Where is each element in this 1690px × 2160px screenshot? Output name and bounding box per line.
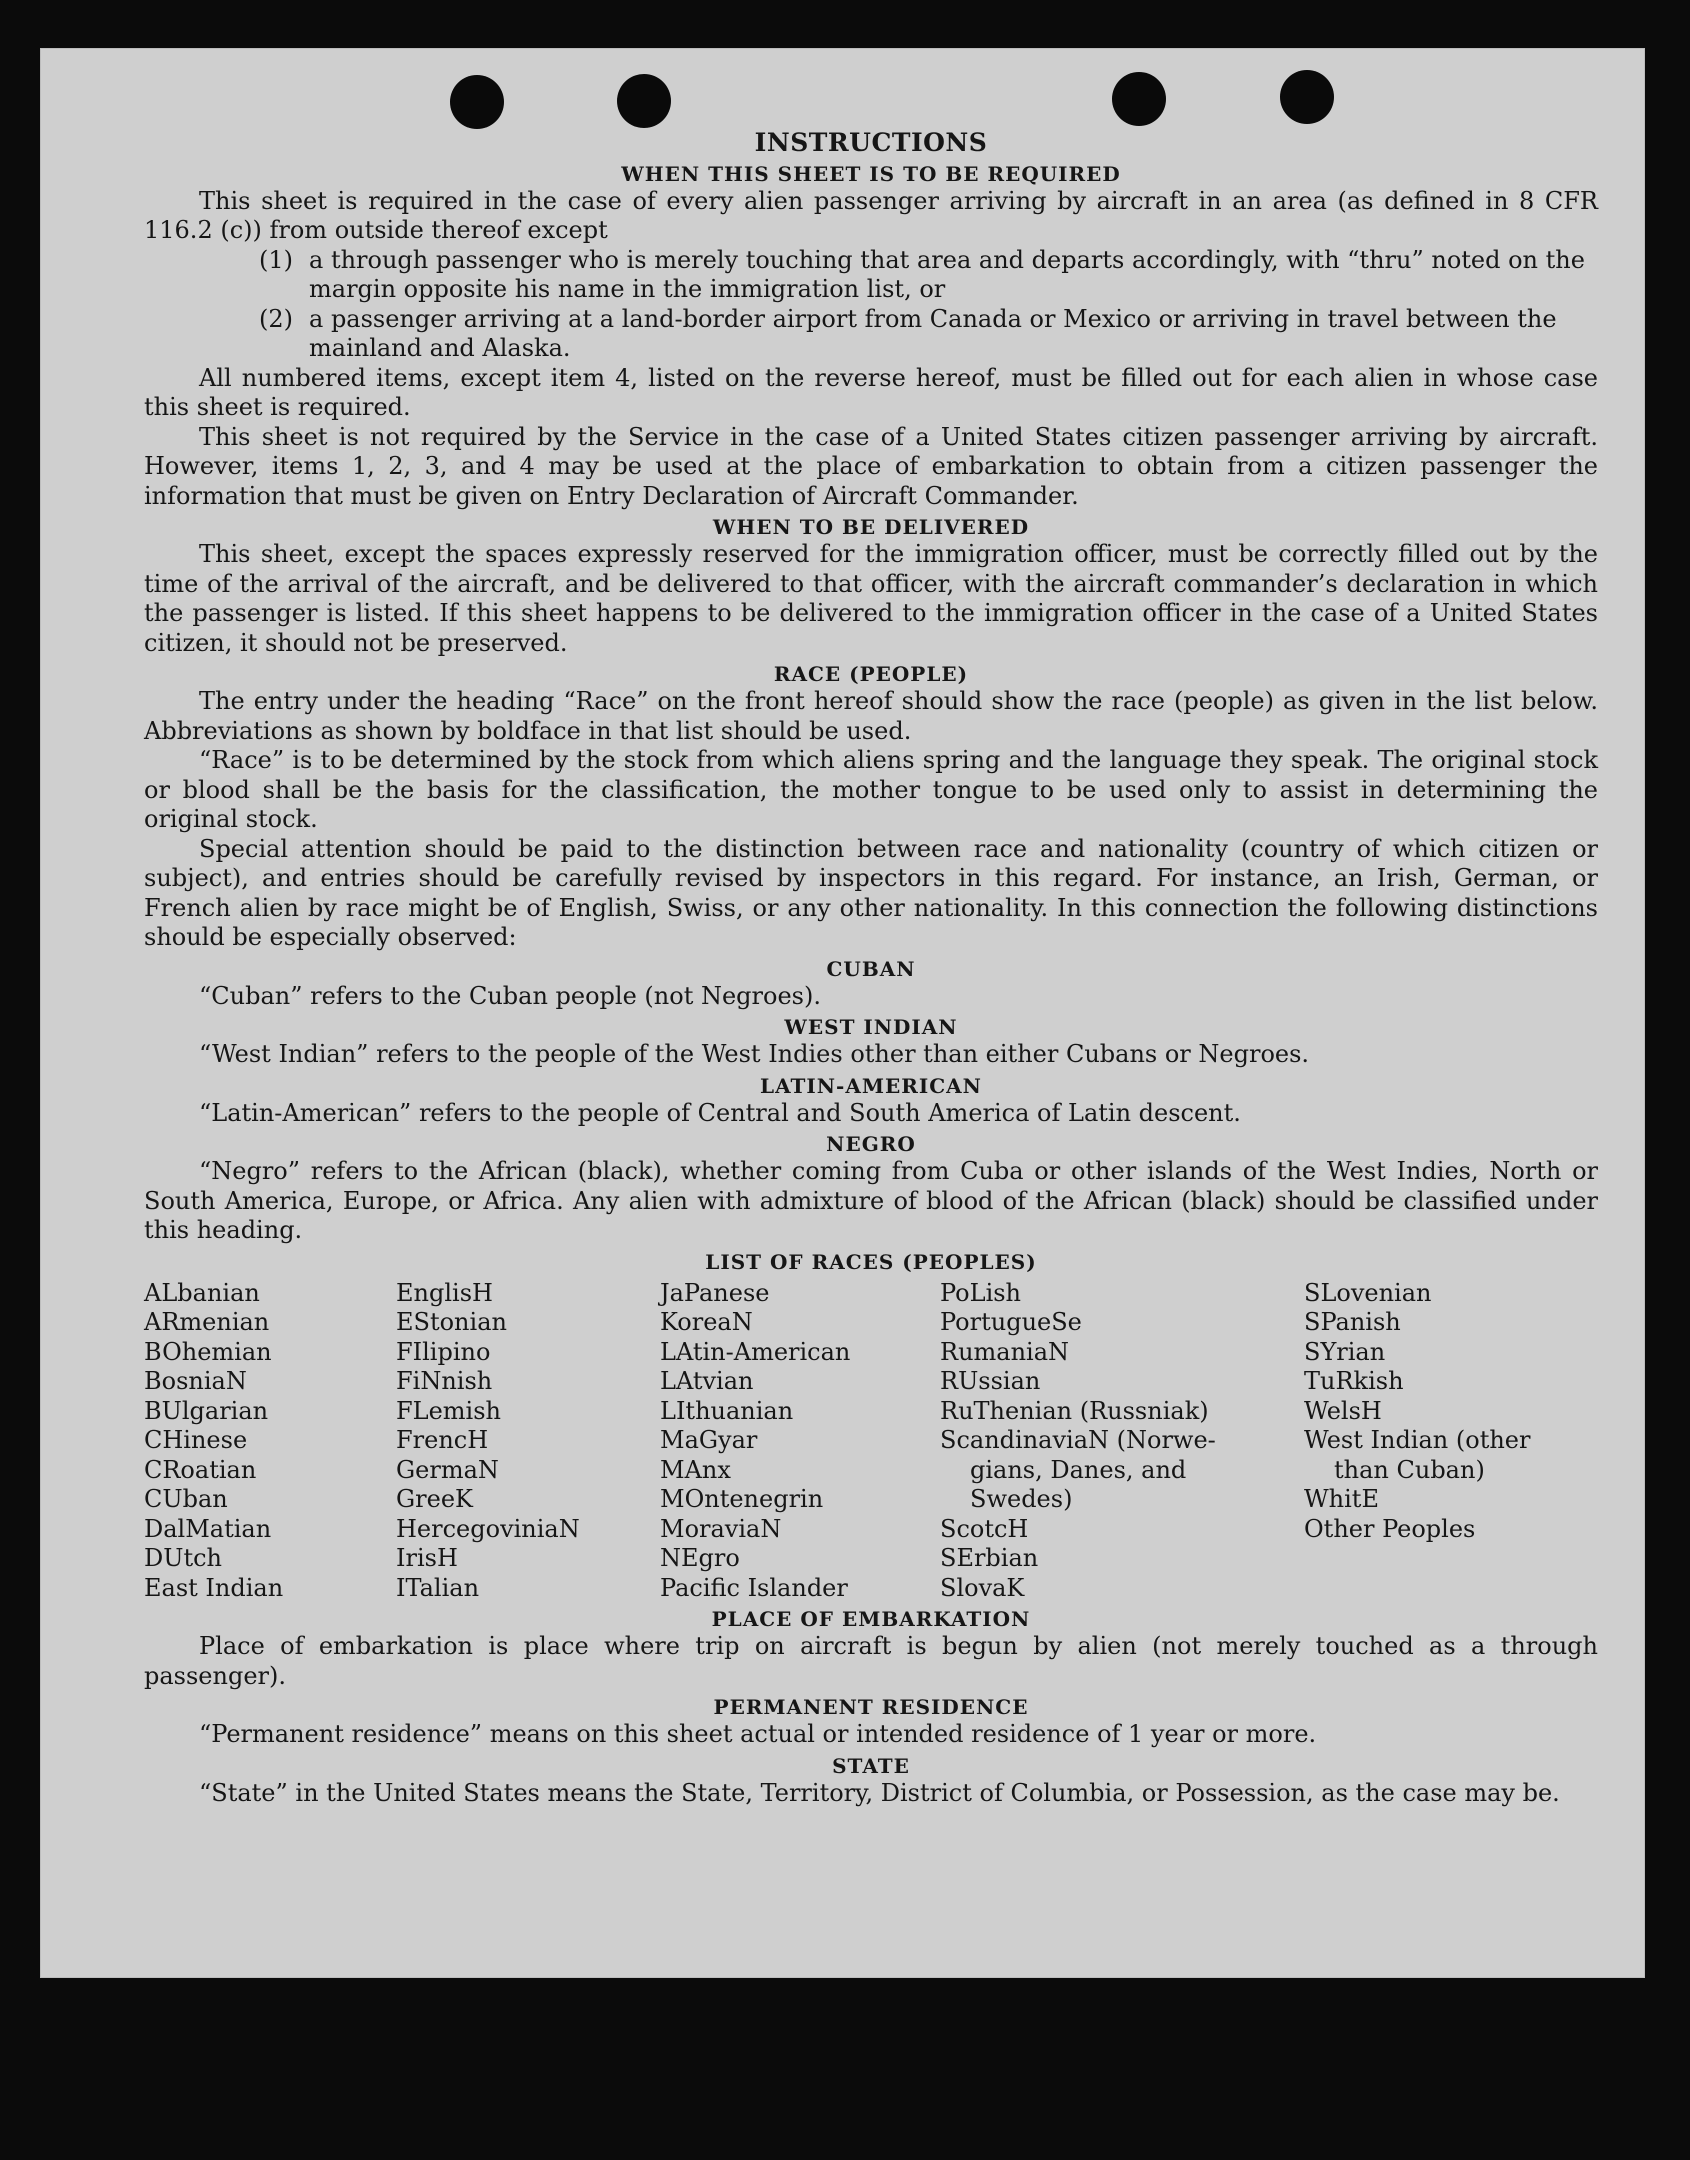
- punch-hole-1: [450, 75, 504, 129]
- race-entry: CRoatian: [144, 1455, 257, 1484]
- race-entry: Other Peoples: [1304, 1514, 1476, 1543]
- heading-when-required: WHEN THIS SHEET IS TO BE REQUIRED: [621, 161, 1121, 186]
- race-entry: GreeK: [396, 1485, 473, 1513]
- page-title: INSTRUCTIONS: [754, 128, 988, 157]
- race-entry: gians, Danes, and: [970, 1455, 1187, 1484]
- race-entry: GermaN: [396, 1455, 499, 1484]
- item-text: a through passenger who is merely touching that area and departs accordingly, with “thru” noted on the margin opposite his name in the immigration list, or: [309, 245, 1585, 303]
- race-entry: ITalian: [396, 1573, 480, 1602]
- paragraph-delivered: This sheet, except the spaces expressly reserved for the immigration officer, must be correctly filled out by the time of the arrival of the aircraft, and be delivered to that officer, with the aircraft commander’s declaration in which the passenger is listed. If this sheet happens to be delivered to the immigration officer in the case of a United States citizen, it should not be preserved.: [144, 540, 1598, 657]
- race-entry: RumaniaN: [940, 1337, 1070, 1366]
- races-column-1: [144, 1279, 396, 1604]
- race-entry: ScandinaviaN (Norwe-: [940, 1426, 1216, 1454]
- race-entry: DalMatian: [144, 1514, 272, 1543]
- race-entry: ALbanian: [144, 1278, 260, 1307]
- races-column-4: [940, 1279, 1304, 1604]
- race-entry: CUban: [144, 1485, 228, 1513]
- race-entry: MaGyar: [660, 1426, 758, 1454]
- paragraph-place-of-embarkation: Place of embarkation is place where trip on aircraft is begun by alien (not merely touched as a through passenger).: [144, 1632, 1598, 1690]
- race-entry: NEgro: [660, 1544, 740, 1572]
- paragraph-cuban: “Cuban” refers to the Cuban people (not Negroes).: [199, 981, 821, 1010]
- race-entry: BosniaN: [144, 1367, 247, 1395]
- race-entry: CHinese: [144, 1426, 248, 1454]
- race-entry: East Indian: [144, 1573, 284, 1602]
- race-entry: ScotcH: [940, 1514, 1029, 1543]
- heading-permanent-residence: PERMANENT RESIDENCE: [713, 1695, 1029, 1719]
- item-number: (2): [259, 304, 293, 333]
- race-entry: West Indian (other: [1304, 1426, 1531, 1454]
- race-entry: RuThenian (Russniak): [940, 1396, 1209, 1425]
- race-entry: MoraviaN: [660, 1514, 782, 1543]
- race-entry: SLovenian: [1304, 1278, 1432, 1307]
- punch-hole-2: [617, 74, 671, 128]
- race-entry: HercegoviniaN: [396, 1514, 580, 1543]
- race-entry: LAtin-American: [660, 1337, 851, 1366]
- race-entry: SErbian: [940, 1544, 1039, 1572]
- race-entry: LAtvian: [660, 1367, 754, 1395]
- heading-west-indian: WEST INDIAN: [784, 1015, 958, 1039]
- races-column-3: [660, 1279, 940, 1604]
- race-entry: FiNnish: [396, 1367, 493, 1395]
- race-entry: ARmenian: [144, 1308, 270, 1336]
- punch-hole-3: [1112, 72, 1166, 126]
- heading-cuban: CUBAN: [826, 956, 916, 981]
- races-column-5: [1304, 1279, 1594, 1604]
- exception-item-1: [144, 246, 1598, 305]
- paragraph-numbered-items: All numbered items, except item 4, listed on the reverse hereof, must be filled out for each alien in whose case this sheet is required.: [144, 363, 1598, 421]
- heading-list-of-races: LIST OF RACES (PEOPLES): [705, 1249, 1037, 1274]
- paragraph-west-indian: “West Indian” refers to the people of the West Indies other than either Cubans or Negroes.: [199, 1040, 1310, 1068]
- race-entry: SlovaK: [940, 1573, 1025, 1602]
- race-entry: LIthuanian: [660, 1396, 794, 1425]
- heading-state: STATE: [832, 1753, 910, 1778]
- paragraph-required: This sheet is required in the case of every alien passenger arriving by aircraft in an area (as defined in 8 CFR 116.2 (c)) from outside thereof except: [144, 186, 1598, 244]
- race-entry: EnglisH: [396, 1278, 493, 1307]
- document-sheet: [40, 48, 1645, 1978]
- heading-negro: NEGRO: [826, 1132, 916, 1156]
- races-list: [144, 1279, 1598, 1604]
- paragraph-race-stock: “Race” is to be determined by the stock from which aliens spring and the language they speak. The original stock or blood shall be the basis for the classification, the mother tongue to be used only to assist in determining the original stock.: [144, 746, 1598, 833]
- race-entry: IrisH: [396, 1544, 458, 1572]
- race-entry: TuRkish: [1304, 1367, 1404, 1395]
- race-entry: PoLish: [940, 1278, 1022, 1307]
- race-entry: WelsH: [1304, 1396, 1382, 1425]
- heading-place-of-embarkation: PLACE OF EMBARKATION: [711, 1607, 1031, 1631]
- heading-latin-american: LATIN-AMERICAN: [760, 1073, 982, 1098]
- paragraph-state: “State” in the United States means the State, Territory, District of Columbia, or Possession, as the case may be.: [199, 1778, 1560, 1807]
- heading-when-delivered: WHEN TO BE DELIVERED: [712, 515, 1030, 539]
- race-entry: SYrian: [1304, 1337, 1386, 1366]
- race-entry: EStonian: [396, 1308, 507, 1336]
- item-number: (1): [259, 245, 293, 274]
- race-entry: SPanish: [1304, 1308, 1401, 1336]
- paragraph-race-entry: The entry under the heading “Race” on the front hereof should show the race (people) as given in the list below. Abbreviations as shown by boldface in that list should be used.: [144, 687, 1598, 745]
- race-entry: Pacific Islander: [660, 1573, 848, 1602]
- race-entry: FrencH: [396, 1426, 489, 1454]
- instructions-content: [144, 128, 1598, 1808]
- race-entry: JaPanese: [660, 1278, 770, 1307]
- paragraph-negro: “Negro” refers to the African (black), whether coming from Cuba or other islands of the West Indies, North or South America, Europe, or Africa. Any alien with admixture of blood of the African (black) should be classified under this heading.: [144, 1157, 1598, 1244]
- race-entry: PortugueSe: [940, 1308, 1082, 1336]
- race-entry: BOhemian: [144, 1337, 272, 1366]
- race-entry: MOntenegrin: [660, 1485, 824, 1513]
- heading-race: RACE (PEOPLE): [773, 662, 969, 686]
- race-entry: than Cuban): [1334, 1455, 1485, 1484]
- races-column-2: [396, 1279, 660, 1604]
- paragraph-citizen: This sheet is not required by the Service in the case of a United States citizen passenger arriving by aircraft. However, items 1, 2, 3, and 4 may be used at the place of embarkation to obtain from a citizen passenger the information that must be given on Entry Declaration of Aircraft Commander.: [144, 422, 1598, 510]
- race-entry: FLemish: [396, 1396, 501, 1425]
- race-entry: WhitE: [1304, 1485, 1379, 1513]
- race-entry: BUlgarian: [144, 1396, 269, 1425]
- paragraph-permanent-residence: “Permanent residence” means on this sheet actual or intended residence of 1 year or more.: [199, 1720, 1317, 1748]
- race-entry: KoreaN: [660, 1308, 753, 1336]
- paragraph-race-nationality: Special attention should be paid to the distinction between race and nationality (country of which citizen or subject), and entries should be carefully revised by inspectors in this regard. For instance, an Irish, German, or French alien by race might be of English, Swiss, or any other nationality. In this connection the following distinctions should be especially observed:: [144, 834, 1598, 951]
- race-entry: FIlipino: [396, 1337, 491, 1366]
- paragraph-latin-american: “Latin-American” refers to the people of Central and South America of Latin descent.: [199, 1098, 1241, 1127]
- race-entry: DUtch: [144, 1544, 223, 1572]
- race-entry: Swedes): [970, 1485, 1073, 1513]
- race-entry: RUssian: [940, 1367, 1041, 1395]
- punch-hole-4: [1280, 70, 1334, 124]
- exception-item-2: [144, 305, 1598, 364]
- item-text: a passenger arriving at a land-border airport from Canada or Mexico or arriving in travel between the mainland and Alaska.: [309, 304, 1557, 362]
- race-entry: MAnx: [660, 1455, 731, 1484]
